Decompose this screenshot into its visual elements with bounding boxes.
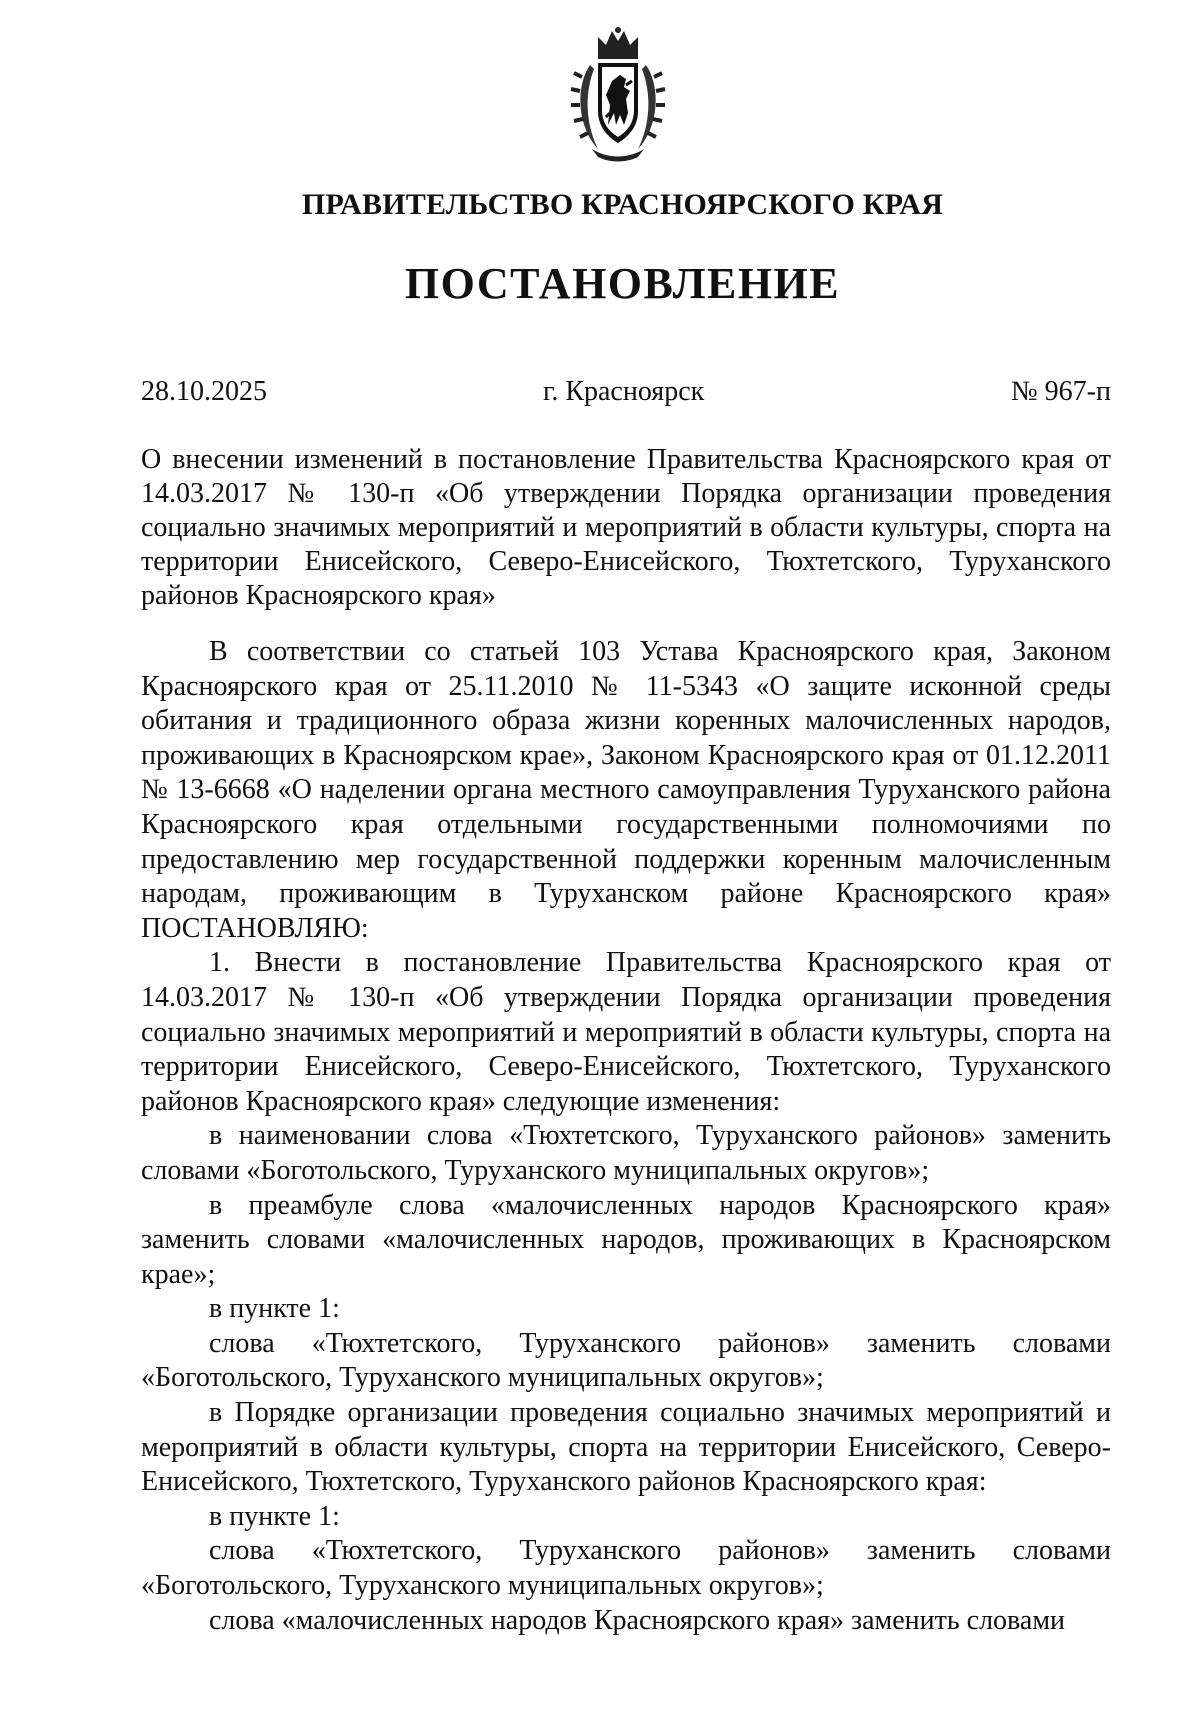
document-date: 28.10.2025: [141, 376, 267, 407]
document-type-title: ПОСТАНОВЛЕНИЕ: [404, 259, 841, 308]
body-paragraph: В соответствии со статьей 103 Устава Красноярского края, Законом Красноярского края от 25.11.2010 № 11-5343 «О защите исконной среды обитания и традиционного образа жизни коренных малочисленных народов, проживающих в Красноярском крае», Законом Красноярского края от 01.12.2011 № 13-6668 «О наделении органа местного самоуправления Туруханского района Красноярского края отдельными государственными полномочиями по предоставлению мер государственной поддержки коренным малочисленным народам, проживающим в Туруханском районе Красноярского края» ПОСТАНОВЛЯЮ:: [141, 636, 1111, 944]
body-paragraph: слова «Тюхтетского, Туруханского районов» заменить словами «Боготольского, Туруханского муниципальных округов»;: [141, 1535, 1111, 1602]
body-paragraph: в пункте 1:: [209, 1293, 340, 1325]
document-number: № 967-п: [1010, 376, 1111, 407]
body-paragraph: слова «Тюхтетского, Туруханского районов» заменить словами «Боготольского, Туруханского муниципальных округов»;: [141, 1327, 1111, 1394]
body-paragraph: в Порядке организации проведения социально значимых мероприятий и мероприятий в области культуры, спорта на территории Енисейского, Северо-Енисейского, Тюхтетского, Туруханского районов Красноярского края:: [141, 1397, 1111, 1498]
document-body: [141, 635, 1111, 1638]
body-paragraph: слова «малочисленных народов Красноярского края» заменить словами: [209, 1604, 1066, 1636]
body-paragraph: в наименовании слова «Тюхтетского, Туруханского районов» заменить словами «Боготольского, Туруханского муниципальных округов»;: [141, 1120, 1111, 1186]
body-paragraph: в пункте 1:: [209, 1500, 340, 1532]
document-city: г. Красноярск: [543, 376, 705, 407]
organization-title: ПРАВИТЕЛЬСТВО КРАСНОЯРСКОГО КРАЯ: [301, 188, 944, 221]
document-subject: О внесении изменений в постановление Правительства Красноярского края от 14.03.2017 № 130-п «Об утверждении Порядка организации проведения социально значимых мероприятий и мероприятий в области культуры, спорта на территории Енисейского, Северо-Енисейского, Тюхтетского, Туруханского районов Красноярского края»: [141, 444, 1111, 611]
krasnoyarsk-krai-coat-of-arms-icon: [568, 25, 668, 165]
body-paragraph: в преамбуле слова «малочисленных народов Красноярского края» заменить словами «малочисленных народов, проживающих в Красноярском крае»;: [141, 1189, 1111, 1290]
body-paragraph: 1. Внести в постановление Правительства Красноярского края от 14.03.2017 № 130-п «Об утверждении Порядка организации проведения социально значимых мероприятий и мероприятий в области культуры, спорта на территории Енисейского, Северо-Енисейского, Тюхтетского, Туруханского районов Красноярского края» следующие изменения:: [141, 947, 1111, 1117]
